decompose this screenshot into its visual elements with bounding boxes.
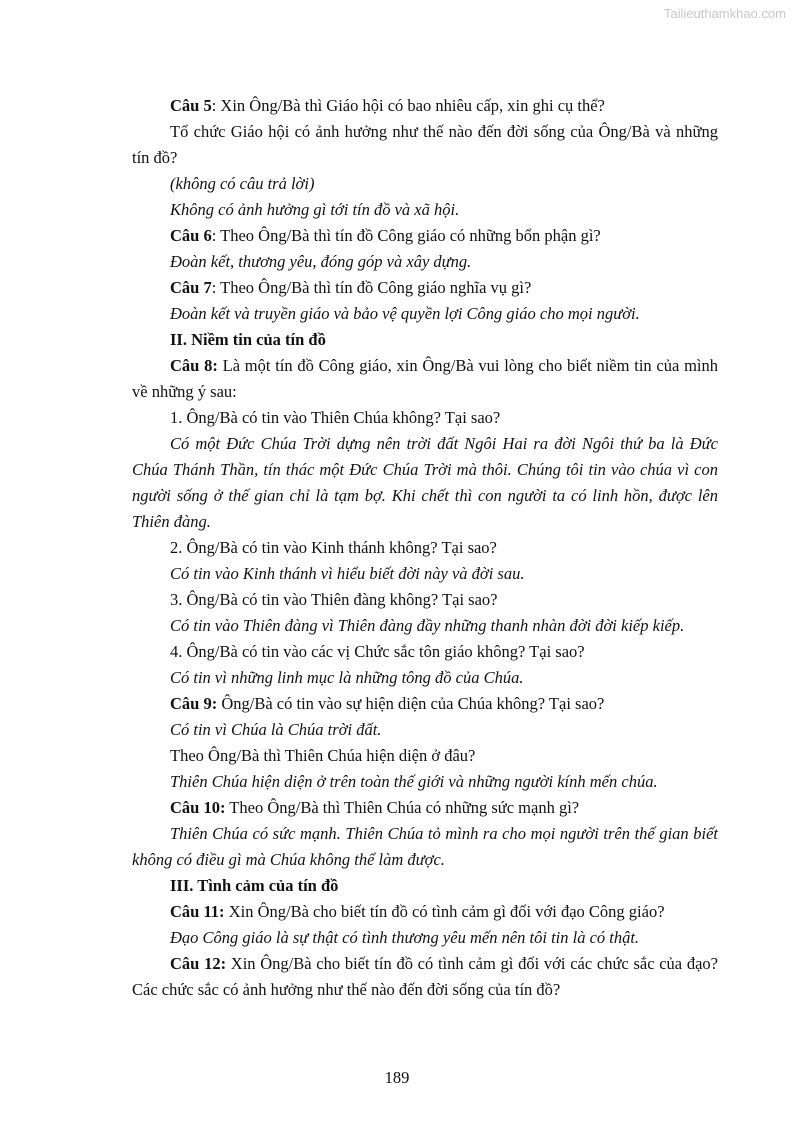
question-label: Câu 7 [170, 278, 212, 297]
question-8-1: 1. Ông/Bà có tin vào Thiên Chúa không? Tại sao? [170, 408, 501, 427]
question-8 [132, 353, 718, 405]
question-11 [132, 899, 718, 925]
answer-9-2: Thiên Chúa hiện diện ở trên toàn thế giới và những người kính mến chúa. [170, 772, 658, 791]
answer-8-2: Có tin vào Kinh thánh vì hiểu biết đời này và đời sau. [170, 564, 525, 583]
question-label: Câu 9: [170, 694, 218, 713]
question-7 [132, 275, 718, 301]
question-label: Câu 11: [170, 902, 225, 921]
answer-11: Đạo Công giáo là sự thật có tình thương yêu mến nên tôi tin là có thật. [170, 928, 640, 947]
question-text: : Theo Ông/Bà thì tín đồ Công giáo có những bổn phận gì? [211, 226, 601, 245]
question-text: : Theo Ông/Bà thì tín đồ Công giáo nghĩa vụ gì? [211, 278, 532, 297]
answer-8-3: Có tin vào Thiên đàng vì Thiên đàng đầy những thanh nhàn đời đời kiếp kiếp. [170, 616, 685, 635]
question-text: Xin Ông/Bà cho biết tín đồ có tình cảm gì đối với đạo Công giáo? [224, 902, 665, 921]
page-content [132, 93, 718, 1003]
question-label: Câu 10: [170, 798, 226, 817]
question-text: Là một tín đồ Công giáo, xin Ông/Bà vui lòng cho biết niềm tin của mình về những ý sau: [132, 356, 718, 401]
question-8-2: 2. Ông/Bà có tin vào Kinh thánh không? Tại sao? [170, 538, 497, 557]
answer-10: Thiên Chúa có sức mạnh. Thiên Chúa tỏ mình ra cho mọi người trên thế gian biết không có điều gì mà Chúa không thể làm được. [132, 824, 718, 869]
question-label: Câu 12: [170, 954, 227, 973]
question-9-sub: Theo Ông/Bà thì Thiên Chúa hiện diện ở đâu? [170, 746, 476, 765]
question-8-4: 4. Ông/Bà có tin vào các vị Chức sắc tôn giáo không? Tại sao? [170, 642, 585, 661]
question-10 [132, 795, 718, 821]
question-9 [132, 691, 718, 717]
answer-8-4: Có tin vì những linh mục là những tông đồ của Chúa. [170, 668, 524, 687]
answer-5-2: Không có ảnh hưởng gì tới tín đồ và xã hội. [170, 200, 460, 219]
question-label: Câu 8: [170, 356, 218, 375]
question-label: Câu 6 [170, 226, 212, 245]
section-heading: II. Niềm tin của tín đồ [170, 330, 326, 349]
page-number: 189 [384, 1068, 410, 1087]
question-label: Câu 5 [170, 96, 212, 115]
question-text: Ông/Bà có tin vào sự hiện diện của Chúa không? Tại sao? [217, 694, 605, 713]
answer-9-1: Có tin vì Chúa là Chúa trời đất. [170, 720, 382, 739]
answer-6: Đoàn kết, thương yêu, đóng góp và xây dựng. [170, 252, 472, 271]
section-heading: III. Tình cảm của tín đồ [170, 876, 339, 895]
question-5 [132, 93, 718, 119]
question-8-3: 3. Ông/Bà có tin vào Thiên đàng không? Tại sao? [170, 590, 498, 609]
question-text: : Xin Ông/Bà thì Giáo hội có bao nhiêu cấp, xin ghi cụ thể? [211, 96, 605, 115]
answer-8-1: Có một Đức Chúa Trời dựng nên trời đất Ngôi Hai ra đời Ngôi thứ ba là Đức Chúa Thánh Thần, tín thác một Đức Chúa Trời mà thôi. Chúng tôi tin vào chúa vì con người sống ở thế gian chỉ là tạm bợ. Khi chết thì con người ta có linh hồn, được lên Thiên đàng. [132, 434, 718, 531]
question-5-sub: Tổ chức Giáo hội có ảnh hưởng như thế nào đến đời sống của Ông/Bà và những tín đồ? [132, 122, 718, 167]
question-text: Xin Ông/Bà cho biết tín đồ có tình cảm gì đối với các chức sắc của đạo? Các chức sắc có ảnh hưởng như thế nào đến đời sống của tín đồ? [132, 954, 718, 999]
question-12 [132, 951, 718, 1003]
answer-7: Đoàn kết và truyền giáo và bảo vệ quyền lợi Công giáo cho mọi người. [170, 304, 640, 323]
watermark: Tailieuthamkhao.com [663, 6, 786, 21]
question-text: Theo Ông/Bà thì Thiên Chúa có những sức mạnh gì? [225, 798, 580, 817]
question-6 [132, 223, 718, 249]
answer-5-1: (không có câu trả lời) [170, 174, 315, 193]
